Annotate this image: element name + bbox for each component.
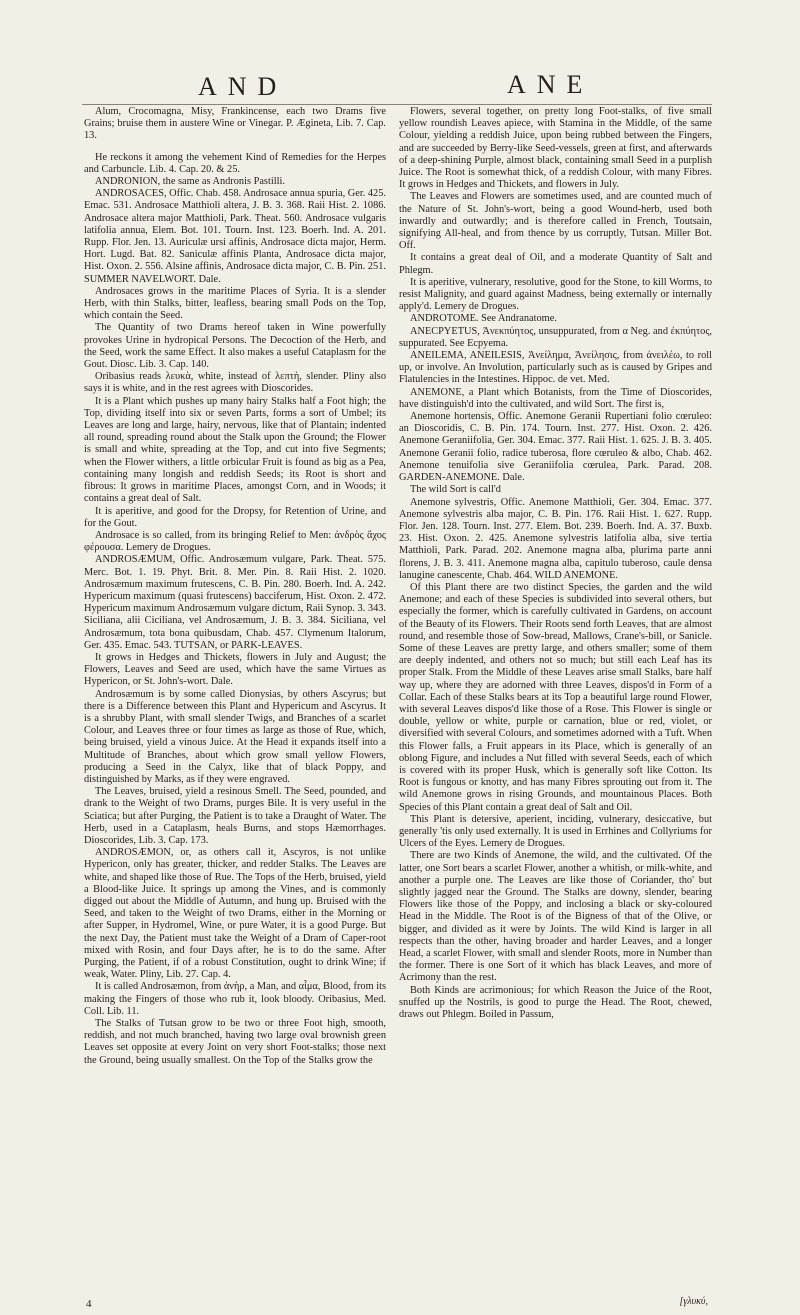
paragraph: Anemone sylvestris, Offic. Anemone Matthioli, Ger. 304. Emac. 377. Anemone sylvestris alba major, C. B. Pin. 176. Raii Hist. 1. 627. Rupp. Flor. Jen. 128. Tourn. Inst. 277. Elem. Bot. 239. Boerh. Ind. A. 37. Buxb. 23. Hist. Oxon. 2. 425. Anemone sylvestris latifolia alba, sive tertia Matthioli, Park. Parad. 202. Anemone magna alba, plurima parte anni florens, J. B. 3. 411. Anemone magna alba, capitulo tuberoso, caule densa lanugine canescente, Chab. 464. WILD ANEMONE.: [399, 496, 712, 581]
paragraph: He reckons it among the vehement Kind of Remedies for the Herpes and Carbuncle. Lib. 4. Cap. 20. & 25.: [84, 151, 386, 175]
paragraph: Alum, Crocomagna, Misy, Frankincense, each two Drams five Grains; bruise them in austere Wine or Vinegar. P. Ægineta, Lib. 7. Cap. 13.: [84, 106, 386, 142]
running-head-left: AND: [198, 72, 288, 101]
entry-anemone: ANEMONE, a Plant which Botanists, from the Time of Dioscorides, have distinguish'd into the cultivated, and wild Sort. The first is,: [399, 386, 712, 410]
paragraph: Androsace is so called, from its bringing Relief to Men: ἀνδρὸς ἄχος φέρουσα. Lemery de Drogues.: [84, 529, 386, 554]
entry-aneilema: ANEILEMA, ANEILESIS, Ἀνείλημα, Ἀνείλησις, from ἀνειλέω, to roll up, or involve. An Involution, particularly such as is caused by Gripes and Flatulencies in the Intestines. Hippoc. de vet. Med.: [399, 350, 712, 386]
paragraph: This Plant is detersive, aperient, inciding, vulnerary, desiccative, but generally 'tis only used externally. It is used in Errhines and Collyriums for Ulcers of the Eyes. Lemery de Drogues.: [399, 813, 712, 850]
entry-androsaemon: ANDROSÆMON, or, as others call it, Ascyros, is not unlike Hypericon, only has greater, thicker, and redder Stalks. The Leaves are white, and shaped like those of Rue. The Tops of the Herb, bruised, yield a Blood-like Juice. It springs up among the Vines, and is commonly digged out about the Middle of Autumn, and hung up. Bruised with the Seed, and taken to the Weight of two Drams, either in the Morning or after Supper, in Hydromel, Wine, or pure Water, it is a good Purge. But the next Day, the Patient must take the Weight of a Dram of Caper-root mixed with Rosin, and four Days after, he is to do the same. After Purging, the Patient, if of a robust Constitution, ought to drink Wine; if weak, Water. Pliny, Lib. 27. Cap. 4.: [84, 847, 386, 981]
paragraph: The Leaves and Flowers are sometimes used, and are counted much of the Nature of St. John's-wort, being a good Wound-herb, used both inwardly and outwardly; and is therefore called in French, Toutsain, signifying All-heal, and from thence by us corruptly, Tutsan. Miller Bot. Off.: [399, 191, 712, 252]
paragraph: Androsæmum is by some called Dionysias, by others Ascyrus; but there is a Difference between this Plant and Hypericum and Ascyrus. It is a shrubby Plant, with small slender Twigs, and Branches of a scarlet Colour, and Leaves three or four times as large as those of Rue, which, being bruised, yield a vinous Juice. At the Head it expands itself into a Multitude of Branches, about which grow small yellow Flowers, producing a Seed in the Calyx, like that of black Poppy, and distinguished by Marks, as if they were engraved.: [84, 688, 386, 785]
paragraph: The Stalks of Tutsan grow to be two or three Foot high, smooth, reddish, and not much branched, having two large oval brownish green Leaves set opposite at every Joint on very short Foot-stalks; those next the Ground, being usually smallest. On the Top of the Stalks grow the: [84, 1018, 386, 1066]
page-number: 4: [86, 1298, 92, 1310]
paragraph: Both Kinds are acrimonious; for which Reason the Juice of the Root, snuffed up the Nostrils, is good to purge the Head. The Root, chewed, draws out Phlegm. Boiled in Passum,: [399, 984, 712, 1021]
paragraph: The wild Sort is call'd: [410, 484, 501, 496]
header-rule: [82, 104, 712, 105]
paragraph: Of this Plant there are two distinct Species, the garden and the wild Anemone; and each of these Species is subdivided into several others, but especially the former, which is carefully cultivated in Gardens, on account of the Beauty of its Flowers. Their Roots send forth Leaves, that are almost round, and resemble those of Sow-bread, Mallows, Crane's-bill, or Sanicle. Some of these Leaves are pretty large, and others smaller; some of them are deeply indented, and others not so much; but still each Leaf has its proper Stalk. From the Middle of these Leaves arise small Stalks, bare half way up, where they are adorned with three Leaves, dispos'd in Form of a Collar. Each of these Stalks bears at its Top a beautiful large round Flower, with several Leaves dispos'd like those of a Rose. This Flower is single or double, yellow or white, purple or carnation, blue or red, violet, or diversified with several Colours, and sometimes adorned with a Tuft. When this Flower falls, a Fruit appears in its Place, which is generally of an oblong Figure, and includes a Nut filled with several Seeds, each of which is covered with its proper Husk, which is generally soft like Cotton. Its Root is fungous or knotty, and has many Fibres sprouting out from it. The wild Anemone grows in rising Grounds, and mountainous Places. Both Species of this Plant contain a great deal of Salt and Oil.: [399, 581, 712, 813]
paragraph: It grows in Hedges and Thickets, flowers in July and August; the Flowers, Leaves and Seed are used, which have the same Virtues as Hypericon, or St. John's-wort. Dale.: [84, 651, 386, 688]
entry-androniou: ANDRONION, the same as Andronis Pastilli.: [95, 176, 285, 188]
entry-androsaces: ANDROSACES, Offic. Chab. 458. Androsace annua spuria, Ger. 425. Emac. 531. Androsace Matthioli altera, J. B. 3. 368. Raii Hist. 2. 1086. Androsace altera major Matthioli, Park. Theat. 560. Androsace vulgaris latifolia annua, Elem. Bot. 101. Tourn. Inst. 123. Boerh. Ind. A. 201. Rupp. Flor. Jen. 13. Auriculæ ursi affinis, Androsace dicta major, Herm. Hort. Lugd. Bat. 82. Saniculæ affinis Planta, Androsace dicta major, Hist. Oxon. 2. 556. Alsine affinis, Androsace dicta major, C. B. Pin. 251. SUMMER NAVELWORT. Dale.: [84, 188, 386, 285]
paragraph: It is aperitive, and good for the Dropsy, for Retention of Urine, and for the Gout.: [84, 505, 386, 529]
paragraph: Flowers, several together, on pretty long Foot-stalks, of five small yellow roundish Leaves apiece, with Stamina in the Middle, of the same Colour, yielding a reddish Juice, upon being rubbed between the Fingers, and are succeeded by Berry-like Seed-vessels, green at first, and afterwards of a deep-shining Purple, almost black, containing small Seed in a purplish Juice. The Root is somewhat thick, of a reddish Colour, with many Fibres. It grows in Hedges and Thickets, and flowers in July.: [399, 106, 712, 191]
running-head-right: ANE: [507, 70, 594, 99]
right-column: [399, 106, 712, 1276]
paragraph: The Leaves, bruised, yield a resinous Smell. The Seed, pounded, and drank to the Weight of two Drams, purges Bile. It is very useful in the Sciatica; but after Purging, the Patient is to take a Draught of Water. The Herb, used in a Cataplasm, heals Burns, and stops Hæmorrhages. Dioscorides, Lib. 3. Cap. 173.: [84, 786, 386, 846]
left-column: [84, 106, 386, 1276]
paragraph: The Quantity of two Drams hereof taken in Wine powerfully provokes Urine in hydropical Persons. The Decoction of the Herb, and the Seed, work the same Effect. It also makes a useful Cataplasm for the Gout. Diosc. Lib. 3. Cap. 140.: [84, 322, 386, 371]
paragraph: Anemone hortensis, Offic. Anemone Geranii Rupertiani folio cœruleo: an Dioscoridis, C. B. Pin. 174. Tourn. Inst. 277. Hist. Oxon. 2. 426. Anemone Geraniifolia, Ger. 304. Emac. 377. Raii Hist. 1. 625. J. B. 3. 405. Anemone Geranii folio, radice tuberosa, flore cœruleo & albo, Chab. 462. Anemone tenuifolia sive Geraniifolia cœrulea, Park. Parad. 208. GARDEN-ANEMONE. Dale.: [399, 411, 712, 484]
paragraph: It is a Plant which pushes up many hairy Stalks half a Foot high; the Top, dividing itself into six or seven Parts, forms a sort of Umbel; its Leaves are long and large, hairy, nervous, like that of Plantain; indented all round, spreading round about the Stalk upon the Ground; the Flower is small and white, spreading at the Top, and cut into five Segments; when the Flower withers, a little orbicular Fruit is found as big as a Pea, containing many longish and reddish Seeds; its Root is short and fibrous: It grows in maritime Places, amongst Corn, and in Woods; it contains a great deal of Salt.: [84, 395, 386, 505]
catchword: [γλυκύ,: [679, 1296, 708, 1307]
paragraph: Oribasius reads λευκὰ, white, instead of λεπτὴ, slender. Pliny also says it is white, and in the rest agrees with Dioscorides.: [84, 371, 386, 395]
entry-androtome: ANDROTOME. See Andranatome.: [410, 313, 557, 325]
paragraph: It contains a great deal of Oil, and a moderate Quantity of Salt and Phlegm.: [399, 252, 712, 276]
paragraph: There are two Kinds of Anemone, the wild, and the cultivated. Of the latter, one Sort bears a scarlet Flower, another a whitish, or milk-white, and another a purple one. The Leaves are like those of Coriander, tho' but slightly jagged near the Ground. The Stalks are downy, slender, bearing Flowers like those of the Poppy, and inclosing a black or sky-coloured Head in the Middle. The Root is of the Bigness of that of the Olive, or bigger, and divided as it were by Joints. The wild Kind is larger in all respects than the other, having broader and harder Leaves, and a longer Head, a scarlet Flower, with small and slender Roots, more in Number than the former. There is one Sort of it which has black Leaves, and more of Acrimony than the rest.: [399, 850, 712, 984]
entry-anecpyetus: ANECPYETUS, Ἀνεκπύητος, unsuppurated, from α Neg. and ἐκπύητος, suppurated. See Ecpyema.: [399, 325, 712, 349]
paragraph: It is aperitive, vulnerary, resolutive, good for the Stone, to kill Worms, to resist Malignity, and guard against Madness, being externally or internally apply'd. Lemery de Drogues.: [399, 276, 712, 313]
entry-androsaemum: ANDROSÆMUM, Offic. Androsæmum vulgare, Park. Theat. 575. Merc. Bot. 1. 19. Phyt. Brit. 8. Mer. Pin. 8. Raii Hist. 2. 1020. Androsæmum maximum frutescens, C. B. Pin. 280. Boerh. Ind. A. 242. Hypericum maximum (quasi frutescens) bacciferum, Hist. Oxon. 2. 472. Hypericum maximum Androsæmum vulgare dictum, Raii Synop. 3. 343. Siciliana, alii Ciciliana, vel Androsæmum, J. B. 3. 384. Siciliana, vel Androsæmum, tota bona quibusdam, Chab. 457. Clymenum Italorum, Ger. 435. Emac. 543. TUTSAN, or PARK-LEAVES.: [84, 554, 386, 651]
paragraph: Androsaces grows in the maritime Places of Syria. It is a slender Herb, with thin Stalks, bitter, leafless, bearing small Pods on the Top, which contain the Seed.: [84, 285, 386, 322]
paragraph: It is called Androsæmon, from ἀνὴρ, a Man, and αἷμα, Blood, from its making the Fingers of those who rub it, look bloody. Oribasius, Med. Coll. Lib. 11.: [84, 981, 386, 1017]
